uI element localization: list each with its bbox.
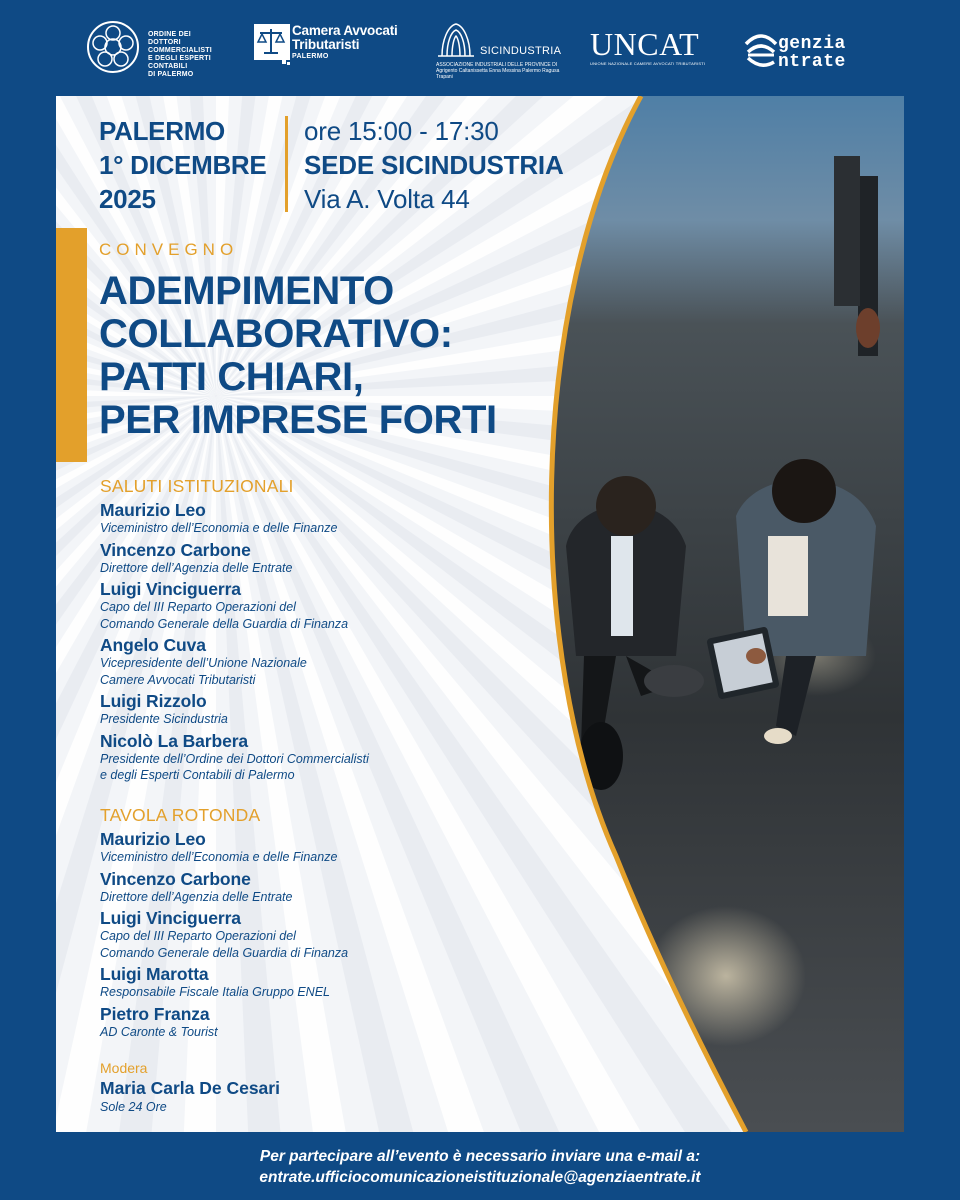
speaker-role: Responsabile Fiscale Italia Gruppo ENEL <box>100 985 330 999</box>
speaker-role-line2: Comando Generale della Guardia di Finanza <box>100 945 349 960</box>
speaker-role: Capo del III Reparto Operazioni del <box>100 600 296 614</box>
speaker-name: Luigi Vinciguerra <box>100 908 241 928</box>
agenzia-logo-line1: genzia <box>778 34 846 54</box>
speaker <box>100 500 369 537</box>
speaker-name: Luigi Vinciguerra <box>100 579 241 599</box>
speaker <box>100 829 348 866</box>
event-year: 2025 <box>99 184 156 214</box>
speaker <box>100 540 369 577</box>
modera-label: Modera <box>100 1060 148 1076</box>
registration-email[interactable]: entrate.ufficiocomunicazioneistituzionale@agenziaentrate.it <box>259 1169 701 1186</box>
speaker <box>100 964 348 1001</box>
speaker-name: Nicolò La Barbera <box>100 730 249 751</box>
title-line-2: COLLABORATIVO: <box>99 312 453 356</box>
sicindustria-mark-icon <box>436 20 476 60</box>
speaker-name: Luigi Rizzolo <box>100 691 207 711</box>
camera-logo-line2: Tributaristi <box>292 37 360 52</box>
speaker-role: Viceministro dell’Economia e delle Finanze <box>100 850 338 864</box>
speaker-role: Presidente dell’Ordine dei Dottori Commercialisti <box>100 751 369 766</box>
saluti-heading: SALUTI ISTITUZIONALI <box>100 476 294 496</box>
title-line-4: PER IMPRESE FORTI <box>99 398 497 442</box>
odcec-logo-text: ORDINE DEI DOTTORI COMMERCIALISTI E DEGLI ESPERTI CONTABILI DI PALERMO <box>148 31 212 78</box>
speaker-name: Vincenzo Carbone <box>100 539 251 560</box>
uncat-logo <box>590 28 724 68</box>
uncat-logo-sub: UNIONE NAZIONALE CAMERE AVVOCATI TRIBUTARISTI <box>590 61 706 66</box>
speaker <box>100 1004 348 1041</box>
tavola-list <box>100 829 348 1040</box>
title-accent-bar <box>56 228 87 462</box>
speaker-role: Vicepresidente dell’Unione Nazionale <box>100 656 307 670</box>
event-time: ore 15:00 - 17:30 <box>304 116 499 146</box>
sicindustria-logo-sub: ASSOCIAZIONE INDUSTRIALI DELLE PROVINCE DI Agrigento Caltanissetta Enna Messina Palermo Ragusa Trapani <box>436 62 560 80</box>
speaker-name: Maurizio Leo <box>100 500 206 520</box>
speaker-role-line2: Comando Generale della Guardia di Finanza <box>100 616 349 631</box>
header-divider <box>285 116 288 212</box>
event-location-block <box>304 114 564 216</box>
speaker <box>100 731 369 784</box>
event-title <box>99 270 497 442</box>
speaker-role: Direttore dell’Agenzia delle Entrate <box>100 889 293 904</box>
poster-content <box>56 96 904 1132</box>
speaker-role-line2: e degli Esperti Contabili di Palermo <box>100 768 295 782</box>
speaker-role: Capo del III Reparto Operazioni del <box>100 929 296 943</box>
moderator-name: Maria Carla De Cesari <box>100 1078 280 1098</box>
speaker <box>100 908 348 961</box>
convegno-label: CONVEGNO <box>99 240 239 259</box>
saluti-list <box>100 500 369 784</box>
sicindustria-logo <box>436 20 568 78</box>
event-date: 1° DICEMBRE <box>99 150 267 180</box>
speaker-name: Maurizio Leo <box>100 829 206 849</box>
speaker-name: Vincenzo Carbone <box>100 868 251 889</box>
event-address: Via A. Volta 44 <box>304 184 470 214</box>
poster-panel <box>56 96 904 1132</box>
speaker-name: Pietro Franza <box>100 1003 210 1024</box>
camera-avvocati-logo <box>254 24 424 74</box>
scales-icon <box>254 24 290 66</box>
speaker-role: Viceministro dell’Economia e delle Finanze <box>100 521 338 535</box>
speaker <box>100 579 369 632</box>
registration-footer <box>0 1146 960 1188</box>
agenzia-logo-line2: ntrate <box>778 52 846 72</box>
speaker <box>100 635 369 688</box>
agenzia-entrate-logo <box>744 26 880 72</box>
speaker-role: Direttore dell’Agenzia delle Entrate <box>100 560 293 575</box>
odcec-logo <box>86 18 236 78</box>
event-venue: SEDE SICINDUSTRIA <box>304 150 564 180</box>
camera-logo-line1: Camera Avvocati <box>292 23 398 38</box>
speaker <box>100 691 369 728</box>
sicindustria-logo-name: SICINDUSTRIA <box>480 45 562 57</box>
moderator-role: Sole 24 Ore <box>100 1100 167 1114</box>
speaker-name: Angelo Cuva <box>100 635 206 655</box>
speaker <box>100 869 348 906</box>
title-line-3: PATTI CHIARI, <box>99 355 364 399</box>
odcec-emblem-icon <box>86 20 140 74</box>
speaker-role-line2: Camere Avvocati Tributaristi <box>100 672 256 687</box>
speaker-role: Presidente Sicindustria <box>100 712 228 726</box>
title-line-1: ADEMPIMENTO <box>99 269 394 313</box>
logo-bar <box>0 0 960 96</box>
uncat-logo-name: UNCAT <box>590 26 700 62</box>
event-city: PALERMO <box>99 116 225 146</box>
tavola-heading: TAVOLA ROTONDA <box>100 805 261 825</box>
registration-instructions: Per partecipare all’evento è necessario inviare una e-mail a: <box>259 1148 701 1165</box>
agenzia-entrate-mark-icon <box>744 28 778 68</box>
speaker-name: Luigi Marotta <box>100 964 209 984</box>
speaker-role: AD Caronte & Tourist <box>100 1024 218 1039</box>
camera-logo-line3: PALERMO <box>292 53 329 60</box>
event-date-block <box>99 114 266 216</box>
